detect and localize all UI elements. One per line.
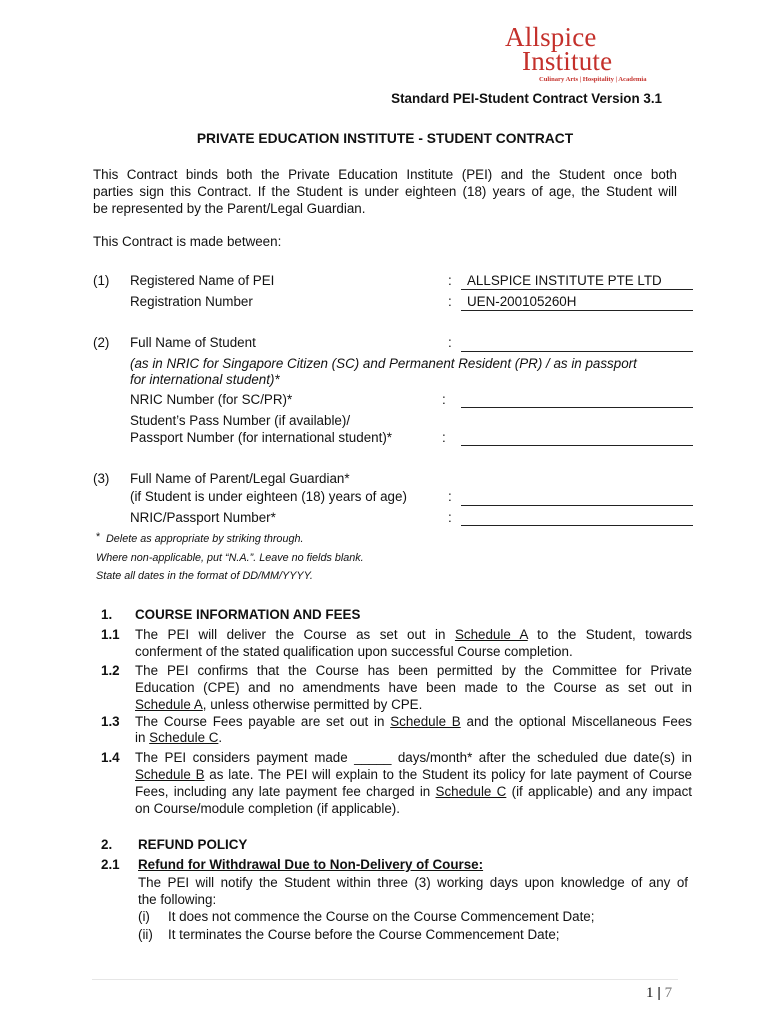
clause-text: The Course Fees payable are set out in: [135, 714, 385, 729]
schedule-c-link[interactable]: Schedule C: [149, 730, 219, 745]
colon: :: [448, 489, 452, 504]
footer-divider: [92, 979, 678, 980]
schedule-c-link[interactable]: Schedule C: [435, 784, 507, 799]
student-nric-field[interactable]: [461, 407, 693, 408]
section-2-title: REFUND POLICY: [138, 837, 248, 852]
clause-1-3-line-1: [135, 713, 692, 730]
student-name-field[interactable]: [461, 351, 693, 352]
clause-1-4-line-1: The PEI considers payment made _____ days/month* after the scheduled due date(s) in: [135, 750, 692, 765]
clause-1-3-number: 1.3: [101, 714, 120, 729]
guardian-nric-label: NRIC/Passport Number*: [130, 510, 276, 525]
clause-text: and the optional Miscellaneous Fees: [466, 714, 692, 729]
contract-version: Standard PEI-Student Contract Version 3.1: [391, 91, 662, 106]
page-separator: |: [657, 984, 661, 1000]
clause-1-4-line-3: [135, 783, 692, 800]
clause-2-1-title: Refund for Withdrawal Due to Non-Delivery of Course:: [138, 857, 484, 872]
clause-text: The PEI will deliver the Course as set out in: [135, 627, 446, 642]
registration-number-value: UEN-200105260H: [467, 294, 577, 309]
clause-1-1-line-2: conferment of the stated qualification upon successful Course completion.: [135, 644, 573, 659]
current-page: 1: [646, 985, 654, 1001]
student-pass-label-1: Student’s Pass Number (if available)/: [130, 413, 351, 428]
clause-2-1-line-2: the following:: [138, 892, 217, 907]
schedule-b-link[interactable]: Schedule B: [390, 714, 461, 729]
guardian-name-label-2: (if Student is under eighteen (18) years of age): [130, 489, 407, 504]
clause-1-2-text: [135, 662, 692, 713]
pei-name-line: [461, 289, 693, 290]
intro-line-3: be represented by the Parent/Legal Guardian.: [93, 201, 366, 216]
student-name-note-1: (as in NRIC for Singapore Citizen (SC) and Permanent Resident (PR) / as in passport: [130, 356, 637, 371]
logo-line-1: Allspice: [505, 22, 597, 52]
clause-1-2-number: 1.2: [101, 663, 120, 678]
clause-1-2-line-3: [135, 696, 692, 713]
clause-text: , unless otherwise permitted by CPE.: [202, 697, 423, 712]
pei-name-label: Registered Name of PEI: [130, 273, 275, 288]
item-ii-text: It terminates the Course before the Course Commencement Date;: [168, 927, 560, 942]
intro-paragraph: [93, 166, 677, 217]
schedule-a-link[interactable]: Schedule A: [454, 627, 528, 642]
clause-1-2-line-1: The PEI confirms that the Course has been permitted by the Committee for Private: [135, 663, 692, 678]
student-nric-label: NRIC Number (for SC/PR)*: [130, 392, 293, 407]
guardian-name-field[interactable]: [461, 505, 693, 506]
intro-line-2: parties sign this Contract. If the Student is under eighteen (18) years of age, the Student will: [93, 184, 677, 199]
clause-text: in: [135, 730, 146, 745]
colon: :: [448, 510, 452, 525]
note-non-applicable: Where non-applicable, put “N.A.”. Leave no fields blank.: [96, 552, 364, 564]
colon: :: [448, 335, 452, 350]
logo-tagline: Culinary Arts | Hospitality | Academia: [539, 76, 647, 83]
clause-2-1-text: [138, 874, 688, 908]
clause-text: Fees, including any late payment fee charged in: [135, 784, 431, 799]
clause-text: to the Student, towards: [537, 627, 692, 642]
page-number: [646, 984, 672, 1002]
item-i-number: (i): [138, 909, 150, 924]
pei-name-value: ALLSPICE INSTITUTE PTE LTD: [467, 273, 662, 288]
student-name-label: Full Name of Student: [130, 335, 256, 350]
clause-2-1-line-1: The PEI will notify the Student within three (3) working days upon knowledge of any of: [138, 875, 688, 890]
total-pages: 7: [664, 985, 673, 1001]
guardian-name-label: Full Name of Parent/Legal Guardian*: [130, 471, 350, 486]
institute-logo: [505, 24, 655, 86]
section-2-number: 2.: [101, 837, 113, 852]
clause-1-4-number: 1.4: [101, 750, 120, 765]
clause-text: (if applicable) and any impact: [511, 784, 692, 799]
logo-line-2: Institute: [522, 46, 613, 76]
section-1-title: COURSE INFORMATION AND FEES: [135, 607, 361, 622]
note-star: *: [96, 531, 101, 543]
schedule-b-link[interactable]: Schedule B: [135, 767, 205, 782]
clause-1-1-line-1: [135, 626, 692, 643]
made-between: This Contract is made between:: [93, 234, 282, 249]
party-3-number: (3): [93, 471, 110, 486]
colon: :: [442, 392, 446, 407]
student-pass-label-2: Passport Number (for international student)*: [130, 430, 392, 445]
clause-1-3-line-2: [135, 729, 222, 746]
colon: :: [448, 294, 452, 309]
guardian-nric-field[interactable]: [461, 525, 693, 526]
student-pass-field[interactable]: [461, 445, 693, 446]
item-ii-number: (ii): [138, 927, 153, 942]
registration-number-label: Registration Number: [130, 294, 253, 309]
clause-1-4-line-4: on Course/module completion (if applicable).: [135, 801, 400, 816]
clause-1-4-text: [135, 749, 692, 817]
clause-1-4-line-2: [135, 766, 692, 783]
clause-text: .: [218, 730, 223, 745]
clause-1-1-number: 1.1: [101, 627, 120, 642]
section-1-number: 1.: [101, 607, 113, 622]
registration-number-line: [461, 310, 693, 311]
item-i-text: It does not commence the Course on the Course Commencement Date;: [168, 909, 595, 924]
intro-line-1: This Contract binds both the Private Education Institute (PEI) and the Student once both: [93, 167, 677, 182]
clause-1-2-line-2: Education (CPE) and no amendments have been made to the Course as set out in: [135, 680, 692, 695]
note-strike-through: Delete as appropriate by striking through.: [106, 533, 304, 545]
clause-text: as late. The PEI will explain to the Student its policy for late payment of Course: [209, 767, 692, 782]
party-1-number: (1): [93, 273, 110, 288]
contract-title: PRIVATE EDUCATION INSTITUTE - STUDENT CONTRACT: [196, 131, 574, 146]
party-2-number: (2): [93, 335, 110, 350]
clause-2-1-number: 2.1: [101, 857, 120, 872]
colon: :: [448, 273, 452, 288]
note-date-format: State all dates in the format of DD/MM/YYYY.: [96, 570, 313, 582]
student-name-note-2: for international student)*: [130, 372, 280, 387]
colon: :: [442, 430, 446, 445]
schedule-a-link[interactable]: Schedule A: [135, 697, 203, 712]
